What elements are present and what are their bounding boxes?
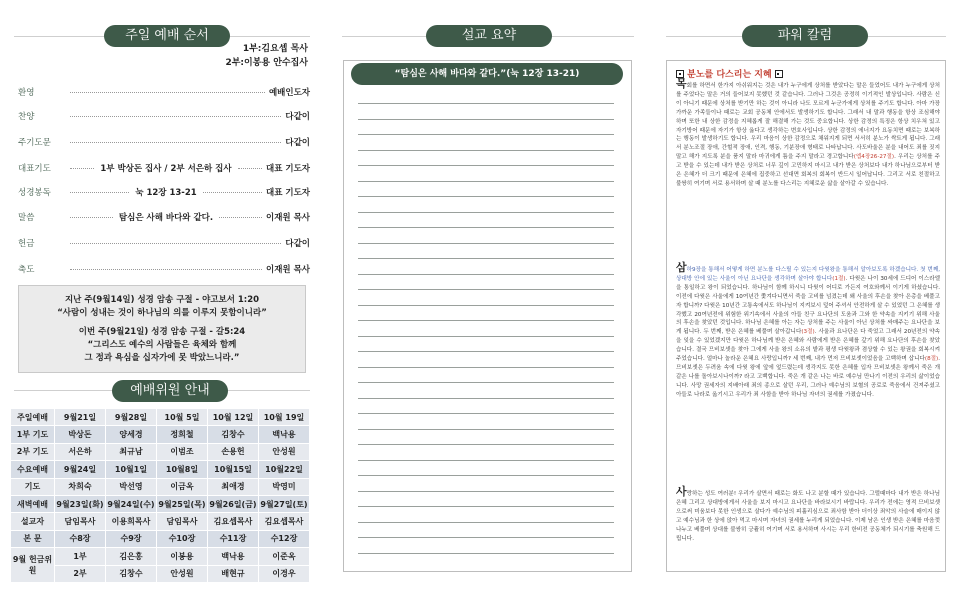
- dot-leader: [70, 217, 113, 218]
- sermon-summary-title: 설교 요약: [426, 25, 552, 47]
- note-line: [358, 305, 614, 306]
- order-label: 대표기도: [18, 164, 51, 174]
- note-line: [358, 227, 614, 228]
- order-row: [18, 235, 310, 251]
- table-cell: 이봉용: [157, 548, 208, 565]
- dot-leader: [219, 217, 262, 218]
- order-value: 이재원 목사: [265, 265, 310, 275]
- pastor-2: 2부:이봉용 안수집사: [225, 58, 308, 68]
- paragraph-text: . 우리는 상처를 주고 받을 수 있는데 내가 받은 상처로 너무 깊이 고민하지 마시고 내가 받은 상처보다 내가 하나님으로부터 받은 은혜가 더 크기 때문에 은혜에 집중하고 선대면 회복의 회복이 반드시 일어납니다. 그리고 서로 친절하고 불쌍히 여기며 서로 용서하며 살 때 분노를 다스리는 지혜로운 삶을 살아갈 수 있습니다.: [676, 154, 940, 187]
- dot-leader: [70, 92, 265, 93]
- order-label: 헌금: [18, 239, 35, 249]
- dot-leader: [238, 168, 262, 169]
- verse-line: 그 정과 욕심을 십자가에 못 박았느니라.”: [84, 353, 240, 363]
- verse-line: “그리스도 예수의 사람들은 육체와 함께: [87, 340, 237, 350]
- note-line: [358, 367, 614, 368]
- table-cell: 10월15일: [208, 461, 259, 478]
- table-row: [11, 461, 310, 478]
- order-row: [18, 108, 310, 124]
- dot-leader: [70, 243, 281, 244]
- order-row: [18, 261, 310, 277]
- sermon-title: “탐심은 사해 바다와 같다.”(눅 12장 13-21): [351, 63, 623, 85]
- table-cell: 박선영: [106, 478, 157, 495]
- dot-leader: [70, 168, 94, 169]
- table-cell: 2부: [55, 565, 106, 582]
- note-line: [358, 212, 614, 213]
- table-cell: 9월 헌금위원: [11, 548, 55, 583]
- table-cell: 1부 기도: [11, 426, 55, 443]
- order-value: 다같이: [285, 138, 310, 148]
- order-label: 축도: [18, 265, 35, 275]
- table-cell: 김은홍: [106, 548, 157, 565]
- dot-leader: [70, 142, 281, 143]
- note-line: [358, 398, 614, 399]
- table-row: [11, 409, 310, 426]
- table-cell: 2부 기도: [11, 443, 55, 460]
- note-line: [358, 460, 614, 461]
- pastor-list: [190, 42, 308, 70]
- paragraph-text: . 므비보셋은 두려움 속에 다윗 왕에 앞에 엎드렸는데 생각지도 못한 은혜를 입자 므비보셋은 왕께서 죽은 개 같은 나를 돌아보시나이까? 라고 고백합니다. 죽은 개 같은 나는 바로 예수님 만나기 이전의 우리의 삶이었습니다. 사망 권세자의 지배아래 죄의 종으로 살던 우리, 그러나 예수님의 보혈의 공로로 죽음에서 건져주셨고 아들로 나라로 옮기시고 우리가 죄 사함을 받아 하나님 자녀의 권세를 가졌습니다.: [676, 356, 940, 398]
- table-cell: 정희철: [157, 426, 208, 443]
- table-cell: 양세경: [106, 426, 157, 443]
- drop-cap: 목: [676, 77, 687, 90]
- table-row: [11, 548, 310, 565]
- memory-verse-box: [18, 285, 306, 373]
- table-cell: 백낙용: [208, 548, 259, 565]
- power-column-title: 파워 칼럼: [742, 25, 868, 47]
- note-line: [358, 429, 614, 430]
- table-cell: 안성원: [259, 443, 310, 460]
- verse-line: 이번 주(9월21일) 성경 암송 구절 - 갈5:24: [78, 327, 246, 337]
- order-label: 주기도문: [18, 138, 51, 148]
- table-cell: 이범조: [157, 443, 208, 460]
- note-line: [358, 522, 614, 523]
- note-line: [358, 181, 614, 182]
- dot-leader: [70, 192, 129, 193]
- note-line: [358, 475, 614, 476]
- order-row: [18, 160, 310, 176]
- order-row: [18, 209, 310, 225]
- note-line: [358, 351, 614, 352]
- column-heading-text: 분노를 다스리는 지혜: [687, 70, 772, 80]
- column-paragraph: [676, 77, 940, 189]
- table-cell: 김창수: [208, 426, 259, 443]
- scripture-ref: (3절): [801, 329, 815, 336]
- paragraph-text: . 다윗은 나이 30세에 드디어 이스라엘을 통일하고 왕이 되었습니다. 하나님이 함께 하시니 다윗이 어디로 가든지 여호와께서 이기게 하셨습니다. 이전에 다윗은 사울에게 10여년간 쫓겨다니면서 죽을 고비를 넘겼는데 왜 사울의 후손을 찾아 은총을 베풀고자 합니까? 다윗은 10년간 고통속에서도 하나님이 지켜보시 덮어 주셔서 안전하게 살 수 있었던 그 은혜를 생각했고 20여년전에 위험한 위기속에서 사울의 아들 친구 요나단의 도움과 그와 한 약속을 지키기 위해 사울의 후손을 찾았던 것입니다. 하나님 은혜를 아는 자는 상처를 주는 사울이 아닌 상처를 싸매주는 요나단을 보게 됩니다. 두 번째, 받은 은혜를 베풀며 살아갑니다: [676, 275, 941, 336]
- drop-cap: 사: [676, 485, 687, 498]
- column-heading: [676, 67, 783, 80]
- note-line: [358, 258, 614, 259]
- table-cell: 서은하: [55, 443, 106, 460]
- paragraph-text: 회를 하면서 한가지 아쉬워지는 것은 내가 누구에게 상처를 받았다는 말은 들었어도 내가 누구에게 상처를 주었다는 말은 거의 들어보지 못했던 것 같습니다. 그러나 그것은 공정히 이기적인 발상입니다. 사람은 신이 아니기 때문에 상처를 받기만 하는 것이 아니라 나도 모르게 누군가에게 상처를 주기도 합니다. 아마 가장 가까운 가족들이나 때로는 교회 공동체 안에서도 발생하기도 합니다. 그래서 내 말과 행동을 항상 조심해야 하며 또한 내 상한 감정을 지혜롭게 잘 해결해 가는 것도 중요합니다. 상한 감정의 특징은 항상 치우쳐 있고 자기방어 때문에 자기가 항상 옳다고 생각하는 변호사입니다. 상한 감정의 에너지가 요동치면 때로는 보복하는 행동이 발생하기도 합니다. 우리 마음이 상한 감정으로 채워지게 되면 서서히 분노가 싹트게 됩니다. 그래서 분노조절 장애, 간헐적 장애, 인격, 행동, 기분장애 형태로 나타납니다. 사도바울은 분을 내어도 죄를 짓지 말고 해가 지도록 분을 품지 말라 마귀에게 틈을 주지 말라고 경고합니다: [676, 83, 940, 161]
- dot-leader: [203, 192, 262, 193]
- dot-leader: [70, 116, 281, 117]
- table-cell: 김요셉목사: [208, 513, 259, 530]
- order-value: 대표 기도자: [265, 164, 310, 174]
- order-value: 대표 기도자: [265, 188, 310, 198]
- table-row: [11, 530, 310, 547]
- table-row: [11, 495, 310, 512]
- order-value: 다같이: [285, 239, 310, 249]
- sermon-notes-panel: [343, 60, 632, 572]
- table-row: [11, 426, 310, 443]
- note-line: [358, 336, 614, 337]
- table-cell: 이금옥: [157, 478, 208, 495]
- note-line: [358, 196, 614, 197]
- note-line: [358, 134, 614, 135]
- note-line: [358, 243, 614, 244]
- order-label: 찬양: [18, 112, 35, 122]
- table-cell: 9월28일: [106, 409, 157, 426]
- table-cell: 수9장: [106, 530, 157, 547]
- table-cell: 최규남: [106, 443, 157, 460]
- duty-table: [10, 408, 310, 583]
- note-line: [358, 506, 614, 507]
- table-cell: 10월1일: [106, 461, 157, 478]
- verse-line: 지난 주(9월14일) 성경 암송 구절 - 야고보서 1:20: [64, 295, 260, 305]
- verse-line: “사람이 성내는 것이 하나님의 의를 이루지 못함이니라”: [57, 308, 267, 318]
- column-paragraph: [676, 485, 940, 543]
- scripture-ref: (엡4장26-27절): [853, 154, 895, 161]
- note-line: [358, 165, 614, 166]
- table-cell: 담임목사: [157, 513, 208, 530]
- table-row: [11, 565, 310, 582]
- table-cell: 9월27일(토): [259, 495, 310, 512]
- table-cell: 최애경: [208, 478, 259, 495]
- table-cell: 9월24일: [55, 461, 106, 478]
- drop-cap: 삼: [676, 261, 687, 274]
- table-cell: 수11장: [208, 530, 259, 547]
- order-value: 다같이: [285, 112, 310, 122]
- table-cell: 안성원: [157, 565, 208, 582]
- order-label: 말씀: [18, 213, 35, 223]
- order-label: 성경봉독: [18, 188, 51, 198]
- table-cell: 박상돈: [55, 426, 106, 443]
- note-line: [358, 320, 614, 321]
- table-cell: 10월 5일: [157, 409, 208, 426]
- table-cell: 10월22일: [259, 461, 310, 478]
- table-row: [11, 478, 310, 495]
- note-line: [358, 491, 614, 492]
- table-cell: 백낙용: [259, 426, 310, 443]
- table-cell: 9월26일(금): [208, 495, 259, 512]
- table-cell: 차희숙: [55, 478, 106, 495]
- order-title: 주일 예배 순서: [104, 25, 230, 47]
- duty-title: 예배위원 안내: [112, 380, 228, 402]
- table-cell: 10월 12일: [208, 409, 259, 426]
- table-row: [11, 513, 310, 530]
- table-cell: 담임목사: [55, 513, 106, 530]
- table-cell: 수12장: [259, 530, 310, 547]
- table-cell: 기도: [11, 478, 55, 495]
- order-detail: 눅 12장 13-21: [135, 188, 197, 198]
- table-cell: 1부: [55, 548, 106, 565]
- scripture-ref: (1절): [832, 275, 846, 282]
- table-cell: 이경우: [259, 565, 310, 582]
- paragraph-text: 하9장을 통해서 어떻게 하면 분노를 다스릴 수 있는지 다윗왕을 통해서 알아보도록 하겠습니다. 첫 번째, 상대방 안에 있는 사울이 아닌 요나단을 생각하며 살아야 합니다: [676, 267, 940, 282]
- table-cell: 새벽예배: [11, 495, 55, 512]
- note-line: [358, 150, 614, 151]
- table-cell: 9월24일(수): [106, 495, 157, 512]
- table-cell: 주일예배: [11, 409, 55, 426]
- pastor-1: 1부:김요셉 목사: [242, 44, 308, 54]
- table-cell: 본 문: [11, 530, 55, 547]
- note-line: [358, 413, 614, 414]
- table-cell: 9월25일(목): [157, 495, 208, 512]
- table-row: [11, 443, 310, 460]
- note-line: [358, 537, 614, 538]
- note-line: [358, 289, 614, 290]
- order-row: [18, 184, 310, 200]
- note-line: [358, 274, 614, 275]
- table-cell: 손용헌: [208, 443, 259, 460]
- table-cell: 9월21일: [55, 409, 106, 426]
- scripture-ref: (8절): [924, 356, 939, 363]
- order-detail: 1부 박상돈 집사 / 2부 서은하 집사: [100, 164, 232, 174]
- note-line: [358, 103, 614, 104]
- table-cell: 박영미: [259, 478, 310, 495]
- order-value: 이재원 목사: [266, 213, 311, 223]
- table-cell: 설교자: [11, 513, 55, 530]
- table-cell: 김창수: [106, 565, 157, 582]
- note-line: [358, 382, 614, 383]
- order-row: [18, 84, 310, 100]
- note-line: [358, 553, 614, 554]
- table-cell: 10월8일: [157, 461, 208, 478]
- paragraph-text: 랑하는 성도 여러분! 우리가 살면서 때로는 화도 나고 분할 때가 있습니다. 그럴때마다 내가 받은 하나님 은혜 그리고 상대방에게서 사울을 보지 마시고 요나단을 바라보시기 바랍니다. 우리가 전에는 영적 므비보셋으로써 미움보다 못한 인생으로 살다가 예수님의 피흘리심으로 죄사함 받아 더이상 죄악의 사슬에 매이지 않고 예수님과 한 상에 앉아 먹고 마시며 자녀의 권세를 누리게 되었습니다. 이제 남은 인생 받은 은혜를 마음껏 나누고 베풀며 상대를 불쌍히 긍휼히 여기며 서로 용서하며 사시는 우리 한비전 공동체가 되시기를 축원해 드립니다.: [676, 491, 940, 542]
- order-detail: 탐심은 사해 바다와 같다.: [118, 213, 214, 223]
- table-cell: 이용희목사: [106, 513, 157, 530]
- table-cell: 10월 19일: [259, 409, 310, 426]
- table-cell: 수요예배: [11, 461, 55, 478]
- dot-leader: [70, 269, 262, 270]
- column-paragraph: [676, 261, 941, 400]
- table-cell: 수10장: [157, 530, 208, 547]
- table-cell: 9월23일(화): [55, 495, 106, 512]
- table-cell: 수8장: [55, 530, 106, 547]
- table-cell: 배현규: [208, 565, 259, 582]
- note-line: [358, 119, 614, 120]
- order-value: 예배인도자: [268, 88, 310, 98]
- square-bullet-icon: [775, 70, 783, 78]
- order-row: [18, 134, 310, 150]
- paragraph-text: . 사울과 요나단은 다 죽었고 그래서 20년전의 약속을 잊을 수 있었겠지만 다윗은 하나님께 받은 은혜와 사람에게 받은 은혜를 갚기 위해 요나단의 후손을 찾았습니다. 결국 므비보셋을 찾아 그에게 사울 왕의 소유의 밭과 평생 다윗왕과 겸상할 수 있는 왕권을 회복시켜 주었습니다. 얼마나 놀라운 은혜요 사랑입니까? 세 번째, 내가 먼저 므비보셋이었음을 고백하며 삽니다: [676, 329, 941, 363]
- note-line: [358, 444, 614, 445]
- table-cell: 김요셉목사: [259, 513, 310, 530]
- order-label: 환영: [18, 88, 35, 98]
- table-cell: 이준옥: [259, 548, 310, 565]
